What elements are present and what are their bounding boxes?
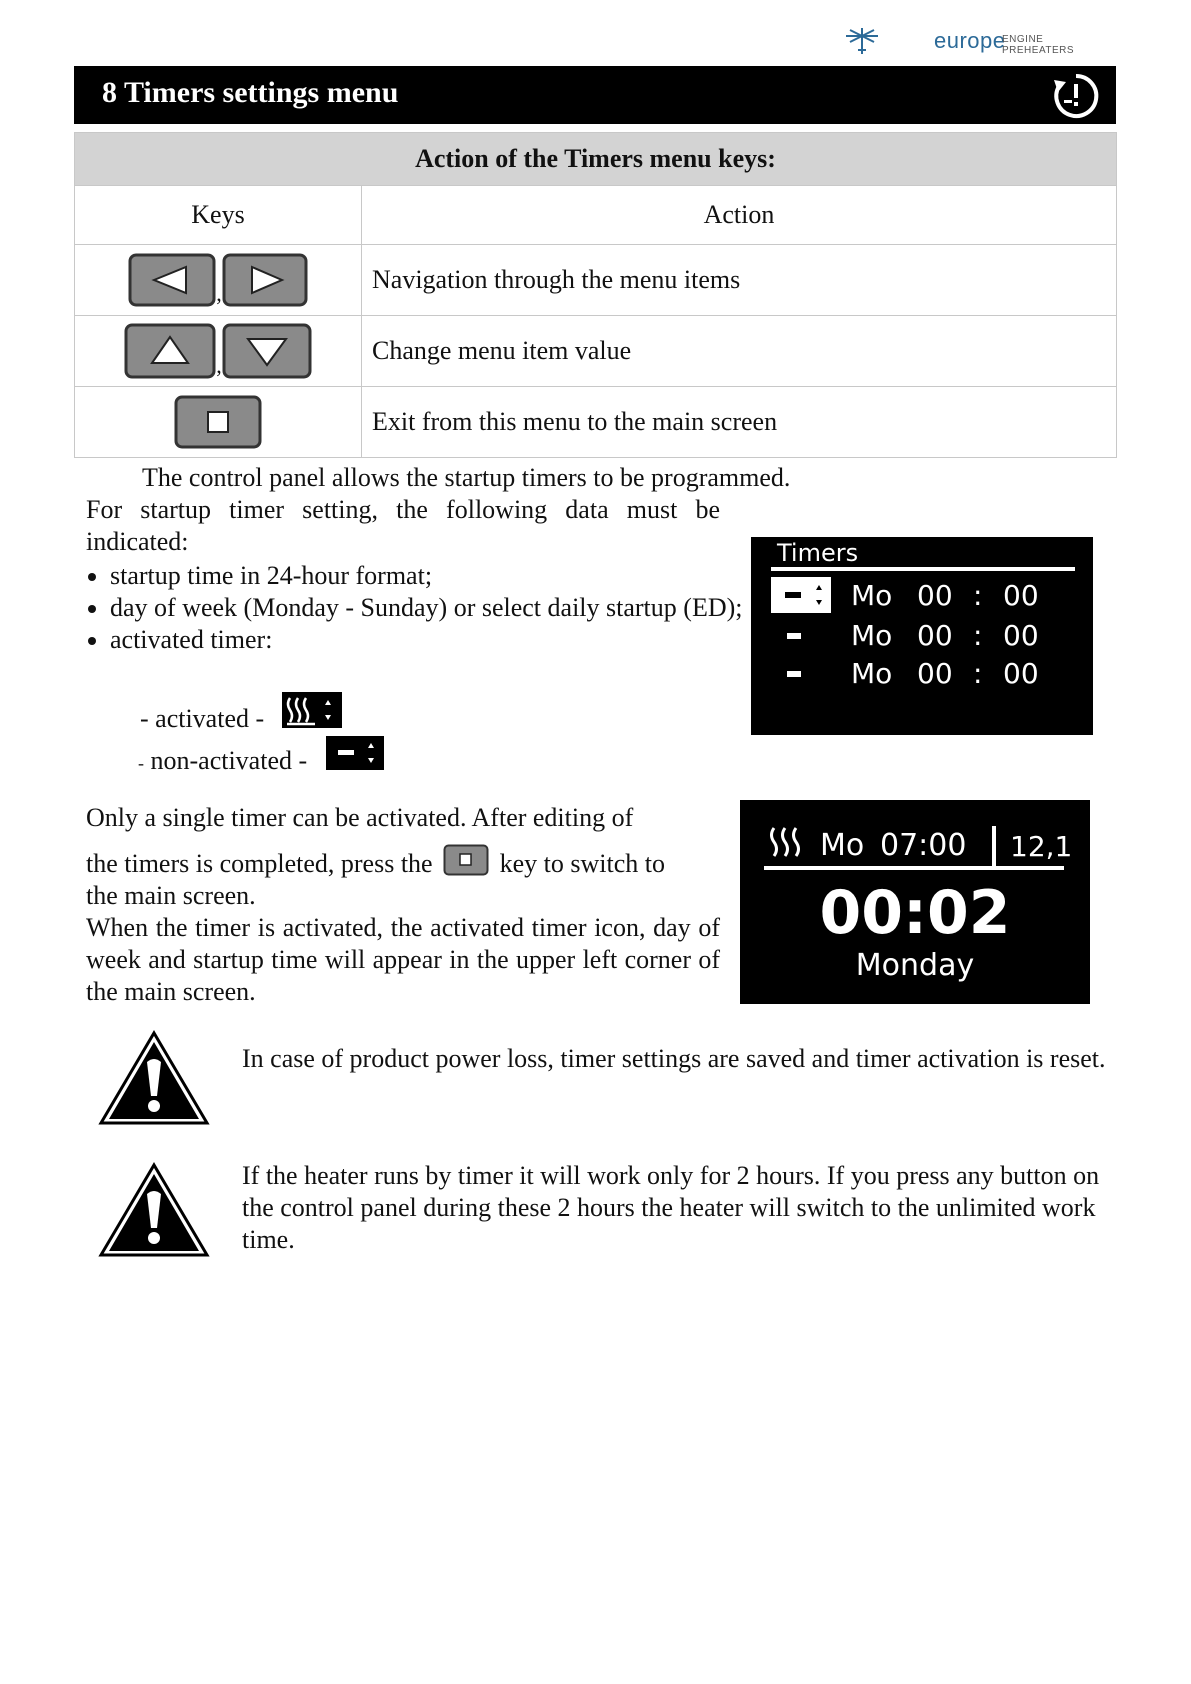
key-cell xyxy=(75,387,362,458)
key-separator: , xyxy=(216,353,222,378)
timer-minutes: 00 xyxy=(1003,619,1039,652)
timers-display xyxy=(751,537,1093,735)
non-activated-dash: - xyxy=(138,753,144,773)
activated-timer-icon xyxy=(282,692,342,728)
snowflake-logo-icon xyxy=(838,26,886,56)
timer-separator: : xyxy=(973,619,983,652)
main-screen-display xyxy=(740,800,1090,1004)
down-arrow-key-icon xyxy=(222,323,312,379)
display-underline xyxy=(771,567,1075,571)
warning-text: If the heater runs by timer it will work only for 2 hours. If you press any button on the control panel during these 2 hours the heater will switch to the unlimited work time. xyxy=(242,1161,1100,1254)
main-countdown: 00:02 xyxy=(819,878,1011,948)
timer-minutes: 00 xyxy=(1003,657,1039,690)
required-data-text: For startup timer setting, the following data must be indicated: xyxy=(86,495,720,556)
company-logo xyxy=(838,26,1118,60)
timer-hours: 00 xyxy=(917,619,953,652)
timer-hours: 00 xyxy=(917,657,953,690)
non-activated-item xyxy=(138,746,307,776)
keys-table xyxy=(74,132,1117,458)
single-timer-line2b: key to switch to xyxy=(499,849,665,878)
timer-row xyxy=(751,655,1093,691)
left-arrow-key-icon xyxy=(128,253,216,307)
display-underline xyxy=(764,866,1064,870)
action-cell: Change menu item value xyxy=(362,316,1117,387)
timer-day: Mo xyxy=(851,579,893,612)
table-row xyxy=(75,316,1117,387)
list-item: • startup time in 24-hour format; xyxy=(110,560,750,592)
activated-timer-paragraph: When the timer is activated, the activated timer icon, day of week and startup time will appear in the upper left corner of the main screen. xyxy=(86,913,720,1006)
column-header-keys: Keys xyxy=(75,186,362,245)
display-title: Timers xyxy=(777,539,859,567)
main-voltage: 12,1 xyxy=(1010,830,1073,863)
timer-row xyxy=(751,617,1093,653)
single-timer-line3: the main screen. xyxy=(86,881,256,910)
logo-brand: europe xyxy=(934,28,1006,53)
heater-active-icon xyxy=(766,826,806,864)
timer-minutes: 00 xyxy=(1003,579,1039,612)
key-cell xyxy=(75,245,362,316)
stop-key-inline-icon xyxy=(443,844,489,876)
warning-icon xyxy=(98,1030,210,1126)
bullet-list xyxy=(82,560,750,656)
main-start-time: 07:00 xyxy=(880,828,967,863)
logo-tagline: ENGINE PREHEATERS xyxy=(1002,34,1075,56)
timer-day: Mo xyxy=(851,619,893,652)
up-arrow-key-icon xyxy=(124,323,216,379)
key-separator: , xyxy=(216,281,222,306)
table-row xyxy=(75,387,1117,458)
activated-label: - activated - xyxy=(140,704,265,733)
non-activated-timer-icon xyxy=(326,736,384,770)
table-caption: Action of the Timers menu keys: xyxy=(75,133,1117,186)
timer-icon xyxy=(1050,70,1102,122)
timer-separator: : xyxy=(973,657,983,690)
timer-state-selected-icon xyxy=(771,577,831,613)
stop-key-icon xyxy=(174,395,262,449)
display-divider xyxy=(992,826,996,866)
action-cell: Navigation through the menu items xyxy=(362,245,1117,316)
single-timer-line2 xyxy=(86,844,720,880)
list-item: • day of week (Monday - Sunday) or select daily startup (ED); xyxy=(110,592,750,624)
intro-text: The control panel allows the startup timers to be programmed. xyxy=(142,463,791,492)
section-title: 8 Timers settings menu xyxy=(102,76,399,109)
timer-hours: 00 xyxy=(917,579,953,612)
warning-icon xyxy=(98,1162,210,1258)
list-item: • activated timer: xyxy=(110,624,750,656)
timer-state-off-icon xyxy=(787,633,801,639)
activated-item xyxy=(140,704,264,734)
right-arrow-key-icon xyxy=(222,253,308,307)
non-activated-label: non-activated - xyxy=(150,746,308,775)
action-cell: Exit from this menu to the main screen xyxy=(362,387,1117,458)
column-header-action: Action xyxy=(362,186,1117,245)
main-day: Monday xyxy=(855,948,975,983)
key-cell xyxy=(75,316,362,387)
single-timer-line2a: the timers is completed, press the xyxy=(86,849,433,878)
main-day-short: Mo xyxy=(820,828,865,863)
timer-day: Mo xyxy=(851,657,893,690)
table-row xyxy=(75,245,1117,316)
timer-separator: : xyxy=(973,579,983,612)
timer-row xyxy=(751,577,1093,613)
timer-state-off-icon xyxy=(787,671,801,677)
single-timer-line1: Only a single timer can be activated. After editing of xyxy=(86,803,634,832)
section-header xyxy=(74,66,1116,124)
warning-text: In case of product power loss, timer settings are saved and timer activation is reset. xyxy=(242,1044,1106,1073)
